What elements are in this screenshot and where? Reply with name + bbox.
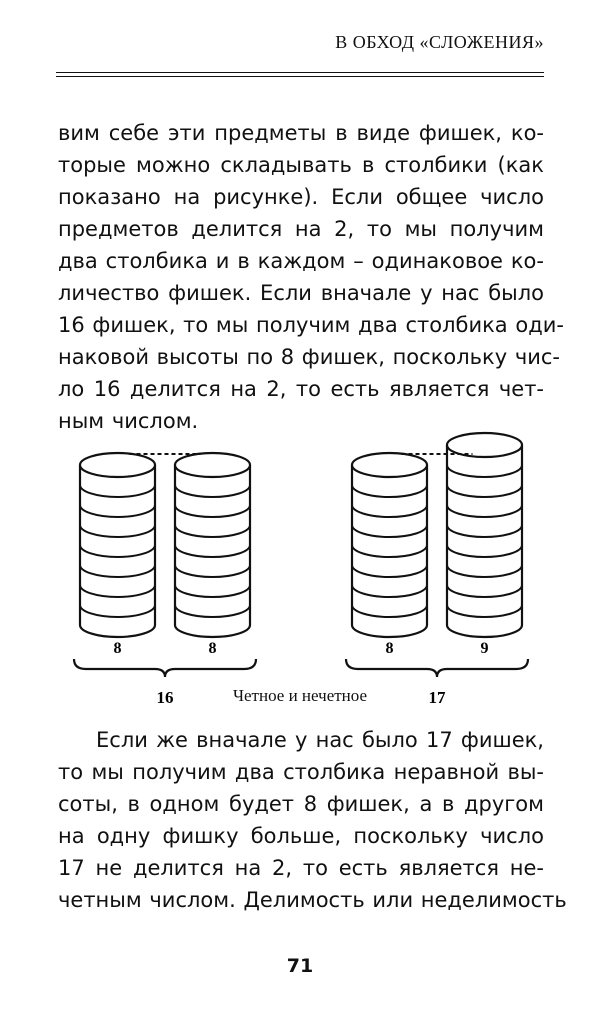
running-header-title: В ОБХОД «СЛОЖЕНИЯ» <box>335 32 544 52</box>
header-rule-bottom <box>56 76 544 77</box>
paragraph-1-line: ло 16 делится на 2, то есть является чет- <box>58 377 544 401</box>
page-number: 71 <box>286 955 314 977</box>
group-total-label: 17 <box>428 688 446 707</box>
column-count-label: 9 <box>480 640 489 657</box>
column-count-label: 8 <box>385 640 394 657</box>
paragraph-2-line: соты, в одном будет 8 фишек, а в другом <box>58 792 544 816</box>
paragraph-1-line: ным числом. <box>58 409 199 433</box>
paragraph-2-line: Если же вначале у нас было 17 фишек, <box>96 728 544 752</box>
group-brace <box>74 659 256 677</box>
chip-top <box>352 453 427 477</box>
group-brace <box>346 659 528 677</box>
paragraph-1-line: вим себе эти предметы в виде фишек, ко- <box>58 121 544 145</box>
paragraph-2-line: четным числом. Делимость или неделимость <box>58 888 567 912</box>
chip-column <box>352 465 427 637</box>
header-rule-top <box>56 72 544 73</box>
paragraph-1-line: 16 фишек, то мы получим два столбика оди- <box>58 313 564 337</box>
paragraph-2-line: 17 не делится на 2, то есть является не- <box>58 856 544 880</box>
column-count-label: 8 <box>113 640 122 657</box>
paragraph-1-line: наковой высоты по 8 фишек, поскольку чис- <box>58 345 561 369</box>
group-total-label: 16 <box>156 688 174 707</box>
paragraph-2-line: то мы получим два столбика неравной вы- <box>58 760 544 784</box>
paragraph-2 <box>58 724 567 916</box>
chip-column <box>175 465 250 637</box>
chip-column <box>80 465 155 637</box>
chip-top <box>175 453 250 477</box>
figure-caption: Четное и нечетное <box>232 686 368 705</box>
chip-top <box>80 453 155 477</box>
paragraph-1-line: предметов делится на 2, то мы получим <box>58 217 544 241</box>
column-count-label: 8 <box>208 640 217 657</box>
paragraph-1-line: два столбика и в каждом – одинаковое ко- <box>58 249 544 273</box>
chip-stacks-figure <box>0 425 600 715</box>
paragraph-1-line: торые можно складывать в столбики (как <box>58 153 544 177</box>
paragraph-1-line: личество фишек. Если вначале у нас было <box>58 281 544 305</box>
paragraph-2-line: на одну фишку больше, поскольку число <box>58 824 544 848</box>
paragraph-1-line: показано на рисунке). Если общее число <box>58 185 544 209</box>
paragraph-1 <box>58 117 564 437</box>
running-header <box>56 28 544 76</box>
